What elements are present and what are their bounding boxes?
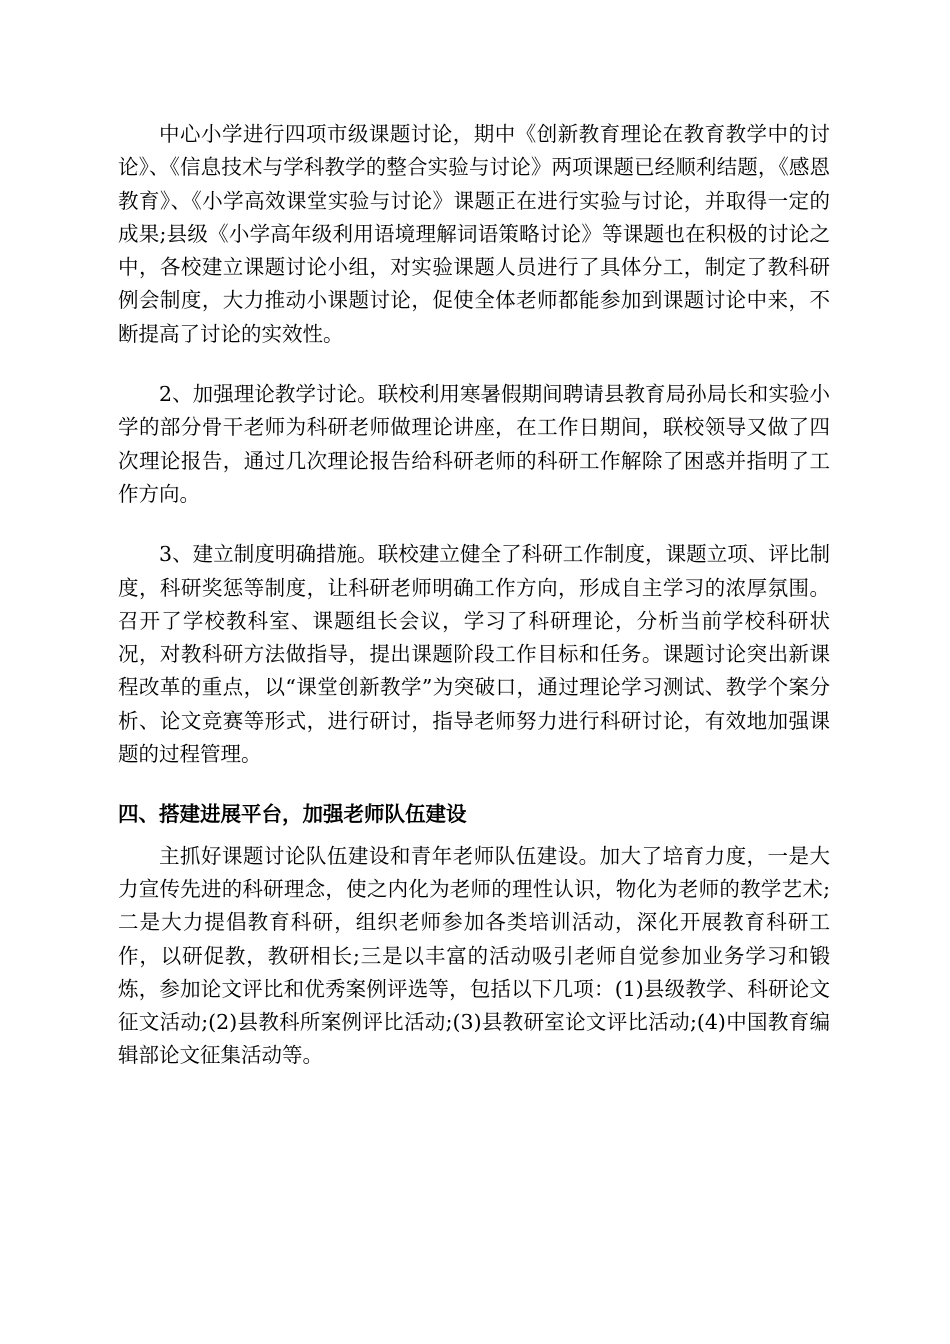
document-page: [118, 118, 830, 1073]
section-heading-teacher-team: 四、搭建进展平台，加强老师队伍建设: [118, 802, 467, 827]
paragraph-system-measures: 3、建立制度明确措施。联校建立健全了科研工作制度，课题立项、评比制度，科研奖惩等制度，让科研老师明确工作方向，形成自主学习的浓厚氛围。召开了学校教科室、课题组长会议，学习了科研理论，分析当前学校科研状况，对教科研方法做指导，提出课题阶段工作目标和任务。课题讨论突出新课程改革的重点，以“课堂创新教学”为突破口，通过理论学习测试、教学个案分析、论文竞赛等形式，进行研讨，指导老师努力进行科研讨论，有效地加强课题的过程管理。: [118, 542, 830, 767]
paragraph-theory-study: 2、加强理论教学讨论。联校利用寒暑假期间聘请县教育局孙局长和实验小学的部分骨干老师为科研老师做理论讲座，在工作日期间，联校领导又做了四次理论报告，通过几次理论报告给科研老师的科研工作解除了困惑并指明了工作方向。: [118, 382, 830, 506]
paragraph-research-topics: 中心小学进行四项市级课题讨论，期中《创新教育理论在教育教学中的讨论》、《信息技术与学科教学的整合实验与讨论》两项课题已经顺利结题，《感恩教育》、《小学高效课堂实验与讨论》课题正在进行实验与讨论，并取得一定的成果;县级《小学高年级利用语境理解词语策略讨论》等课题也在积极的讨论之中，各校建立课题讨论小组，对实验课题人员进行了具体分工，制定了教科研例会制度，大力推动小课题讨论，促使全体老师都能参加到课题讨论中来，不断提高了讨论的实效性。: [118, 122, 830, 346]
paragraph-team-building: 主抓好课题讨论队伍建设和青年老师队伍建设。加大了培育力度，一是大力宣传先进的科研理念，使之内化为老师的理性认识，物化为老师的教学艺术;二是大力提倡教育科研，组织老师参加各类培训活动，深化开展教育科研工作，以研促教，教研相长;三是以丰富的活动吸引老师自觉参加业务学习和锻炼，参加论文评比和优秀案例评选等，包括以下几项：(1)县级教学、科研论文征文活动;(2)县教科所案例评比活动;(3)县教研室论文评比活动;(4)中国教育编辑部论文征集活动等。: [118, 843, 830, 1068]
